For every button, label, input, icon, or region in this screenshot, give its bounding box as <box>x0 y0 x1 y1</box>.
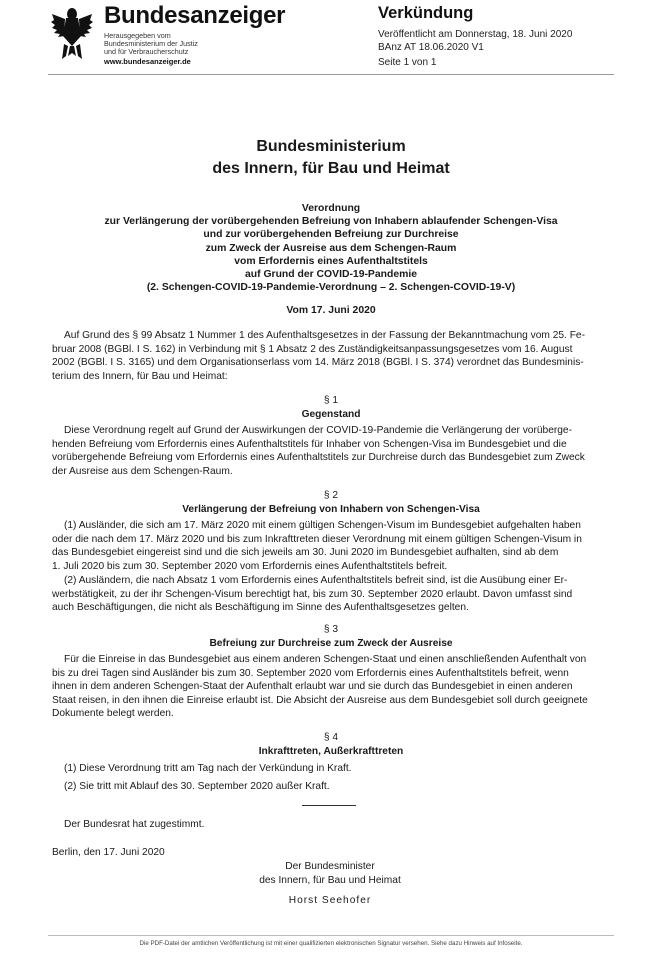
section-paragraph: Für die Einreise in das Bundesgebiet aus einem anderen Schengen-Staat und einen anschließenden Aufenthalt von bis zu drei Tagen sind Ausländer bis zum 30. September 2020 vom Erfordernis eines Aufenthaltstitels befreit, wenn ihnen in dem anderen Schengen-Staat der Aufenthalt erlaubt war und sie durch das Bundesgebiet in einen anderen Staat reisen, in den ihnen die Einreise erlaubt ist. Die Absicht der Ausreise aus dem Bundesgebiet soll durch geeignete Dokumente belegt werden. <box>52 654 588 719</box>
header-divider <box>48 74 614 75</box>
section-paragraph: (1) Ausländer, die sich am 17. März 2020 mit einem gültigen Schengen-Visum im Bundesgebiet aufgehalten haben oder die nach dem 17. März 2020 und bis zum Inkrafttreten dieser Verordnung mit einem gültigen Schengen-Visum in das Bundesgebiet eingereist sind und die sich jeweils am 30. Juni 2020 im Bundesgebiet aufhalten, sind ab dem 1. Juli 2020 bis zum 30. September 2020 vom Erfordernis eines Aufenthaltstitels befreit. <box>52 520 582 572</box>
footer-divider <box>48 935 614 936</box>
regulation-title: Verordnung zur Verlängerung der vorübergehenden Befreiung von Inhabern ablaufender Schengen-Visa und zur vorübergehenden Befreiung zur Durchreise zum Zweck der Ausreise aus dem Schengen-Raum vom Erfordernis eines Aufenthaltstitels auf Grund der COVID-19-Pandemie (2. Schengen-COVID-19-Pandemie-Verordnung – 2. Schengen-COVID-19-V) <box>104 203 558 294</box>
publication-date: Veröffentlicht am Donnerstag, 18. Juni 2020 <box>378 29 573 40</box>
page-indicator: Seite 1 von 1 <box>378 57 437 68</box>
publisher-info: Herausgegeben vom Bundesministerium der Justiz und für Verbraucherschutz <box>104 31 198 56</box>
preamble: Auf Grund des § 99 Absatz 1 Nummer 1 des Aufenthaltsgesetzes in der Fassung der Bekanntmachung vom 25. Fe- bruar 2008 (BGBl. I S. 162) in Verbindung mit § 1 Absatz 2 des Zuständigkeitsanpassungsgesetzes vom 16. August 2002 (BGBl. I S. 3165) und dem Organisationserlass vom 14. März 2018 (BGBl. I S. 374) verordnet das Bundesminis- terium des Innern, für Bau und Heimat: <box>52 330 585 382</box>
publication-reference: BAnz AT 18.06.2020 V1 <box>378 42 484 53</box>
place-and-date: Berlin, den 17. Juni 2020 <box>52 847 165 858</box>
brand-name: Bundesanzeiger <box>104 2 286 29</box>
federal-eagle-icon <box>50 6 94 60</box>
section-heading: Gegenstand <box>301 409 361 420</box>
section-number: § 4 <box>323 732 339 743</box>
ministry-name: Bundesministerium des Innern, für Bau und Heimat <box>212 138 450 177</box>
section-number: § 1 <box>323 395 339 406</box>
consent-note: Der Bundesrat hat zugestimmt. <box>64 819 205 830</box>
website-link[interactable]: www.bundesanzeiger.de <box>104 57 191 66</box>
signature-notice: Die PDF-Datei der amtlichen Veröffentlichung ist mit einer qualifizierten elektronischen Signatur versehen. Siehe dazu Hinweis auf Infoseite. <box>139 940 523 947</box>
signature-divider <box>302 805 356 806</box>
section-number: § 3 <box>323 624 339 635</box>
section-paragraph: (2) Ausländern, die nach Absatz 1 vom Erfordernis eines Aufenthaltstitels befreit sind, ist die Ausübung einer Er- werbstätigkeit, zu der ihr Schengen-Visum berechtigt hat, bis zum 30. September 2020 erlaubt. Davon umfasst sind auch Beschäftigungen, die nicht als Beschäftigung im Sinne des Aufenthaltsgesetzes gelten. <box>52 575 573 613</box>
section-heading: Befreiung zur Durchreise zum Zweck der Ausreise <box>209 638 453 649</box>
section-heading: Verlängerung der Befreiung von Inhabern von Schengen-Visa <box>182 504 480 515</box>
section-number: § 2 <box>323 490 339 501</box>
signature-block: Der Bundesminister des Innern, für Bau und Heimat Horst Seehofer <box>230 860 430 908</box>
signatory-name: Horst Seehofer <box>288 895 372 906</box>
section-paragraph: (1) Diese Verordnung tritt am Tag nach der Verkündung in Kraft. <box>64 763 352 774</box>
section-paragraph: (2) Sie tritt mit Ablauf des 30. September 2020 außer Kraft. <box>64 781 330 792</box>
document-header <box>0 0 662 82</box>
section-heading: Inkrafttreten, Außerkrafttreten <box>258 746 404 757</box>
section-paragraph: Diese Verordnung regelt auf Grund der Auswirkungen der COVID-19-Pandemie die Verlängerung der vorübergе- henden Befreiung vom Erfordernis eines Aufenthaltstitels für Inhaber von Schengen-Visa im Bundesgebiet und die vorübergehende Befreiung vom Erfordernis eines Aufenthaltstitels zur Durchreise durch das Bundesgebiet zum Zweck der Ausreise aus dem Schengen-Raum. <box>52 425 585 477</box>
notice-title: Verkündung <box>378 4 474 22</box>
regulation-date: Vom 17. Juni 2020 <box>286 305 376 316</box>
